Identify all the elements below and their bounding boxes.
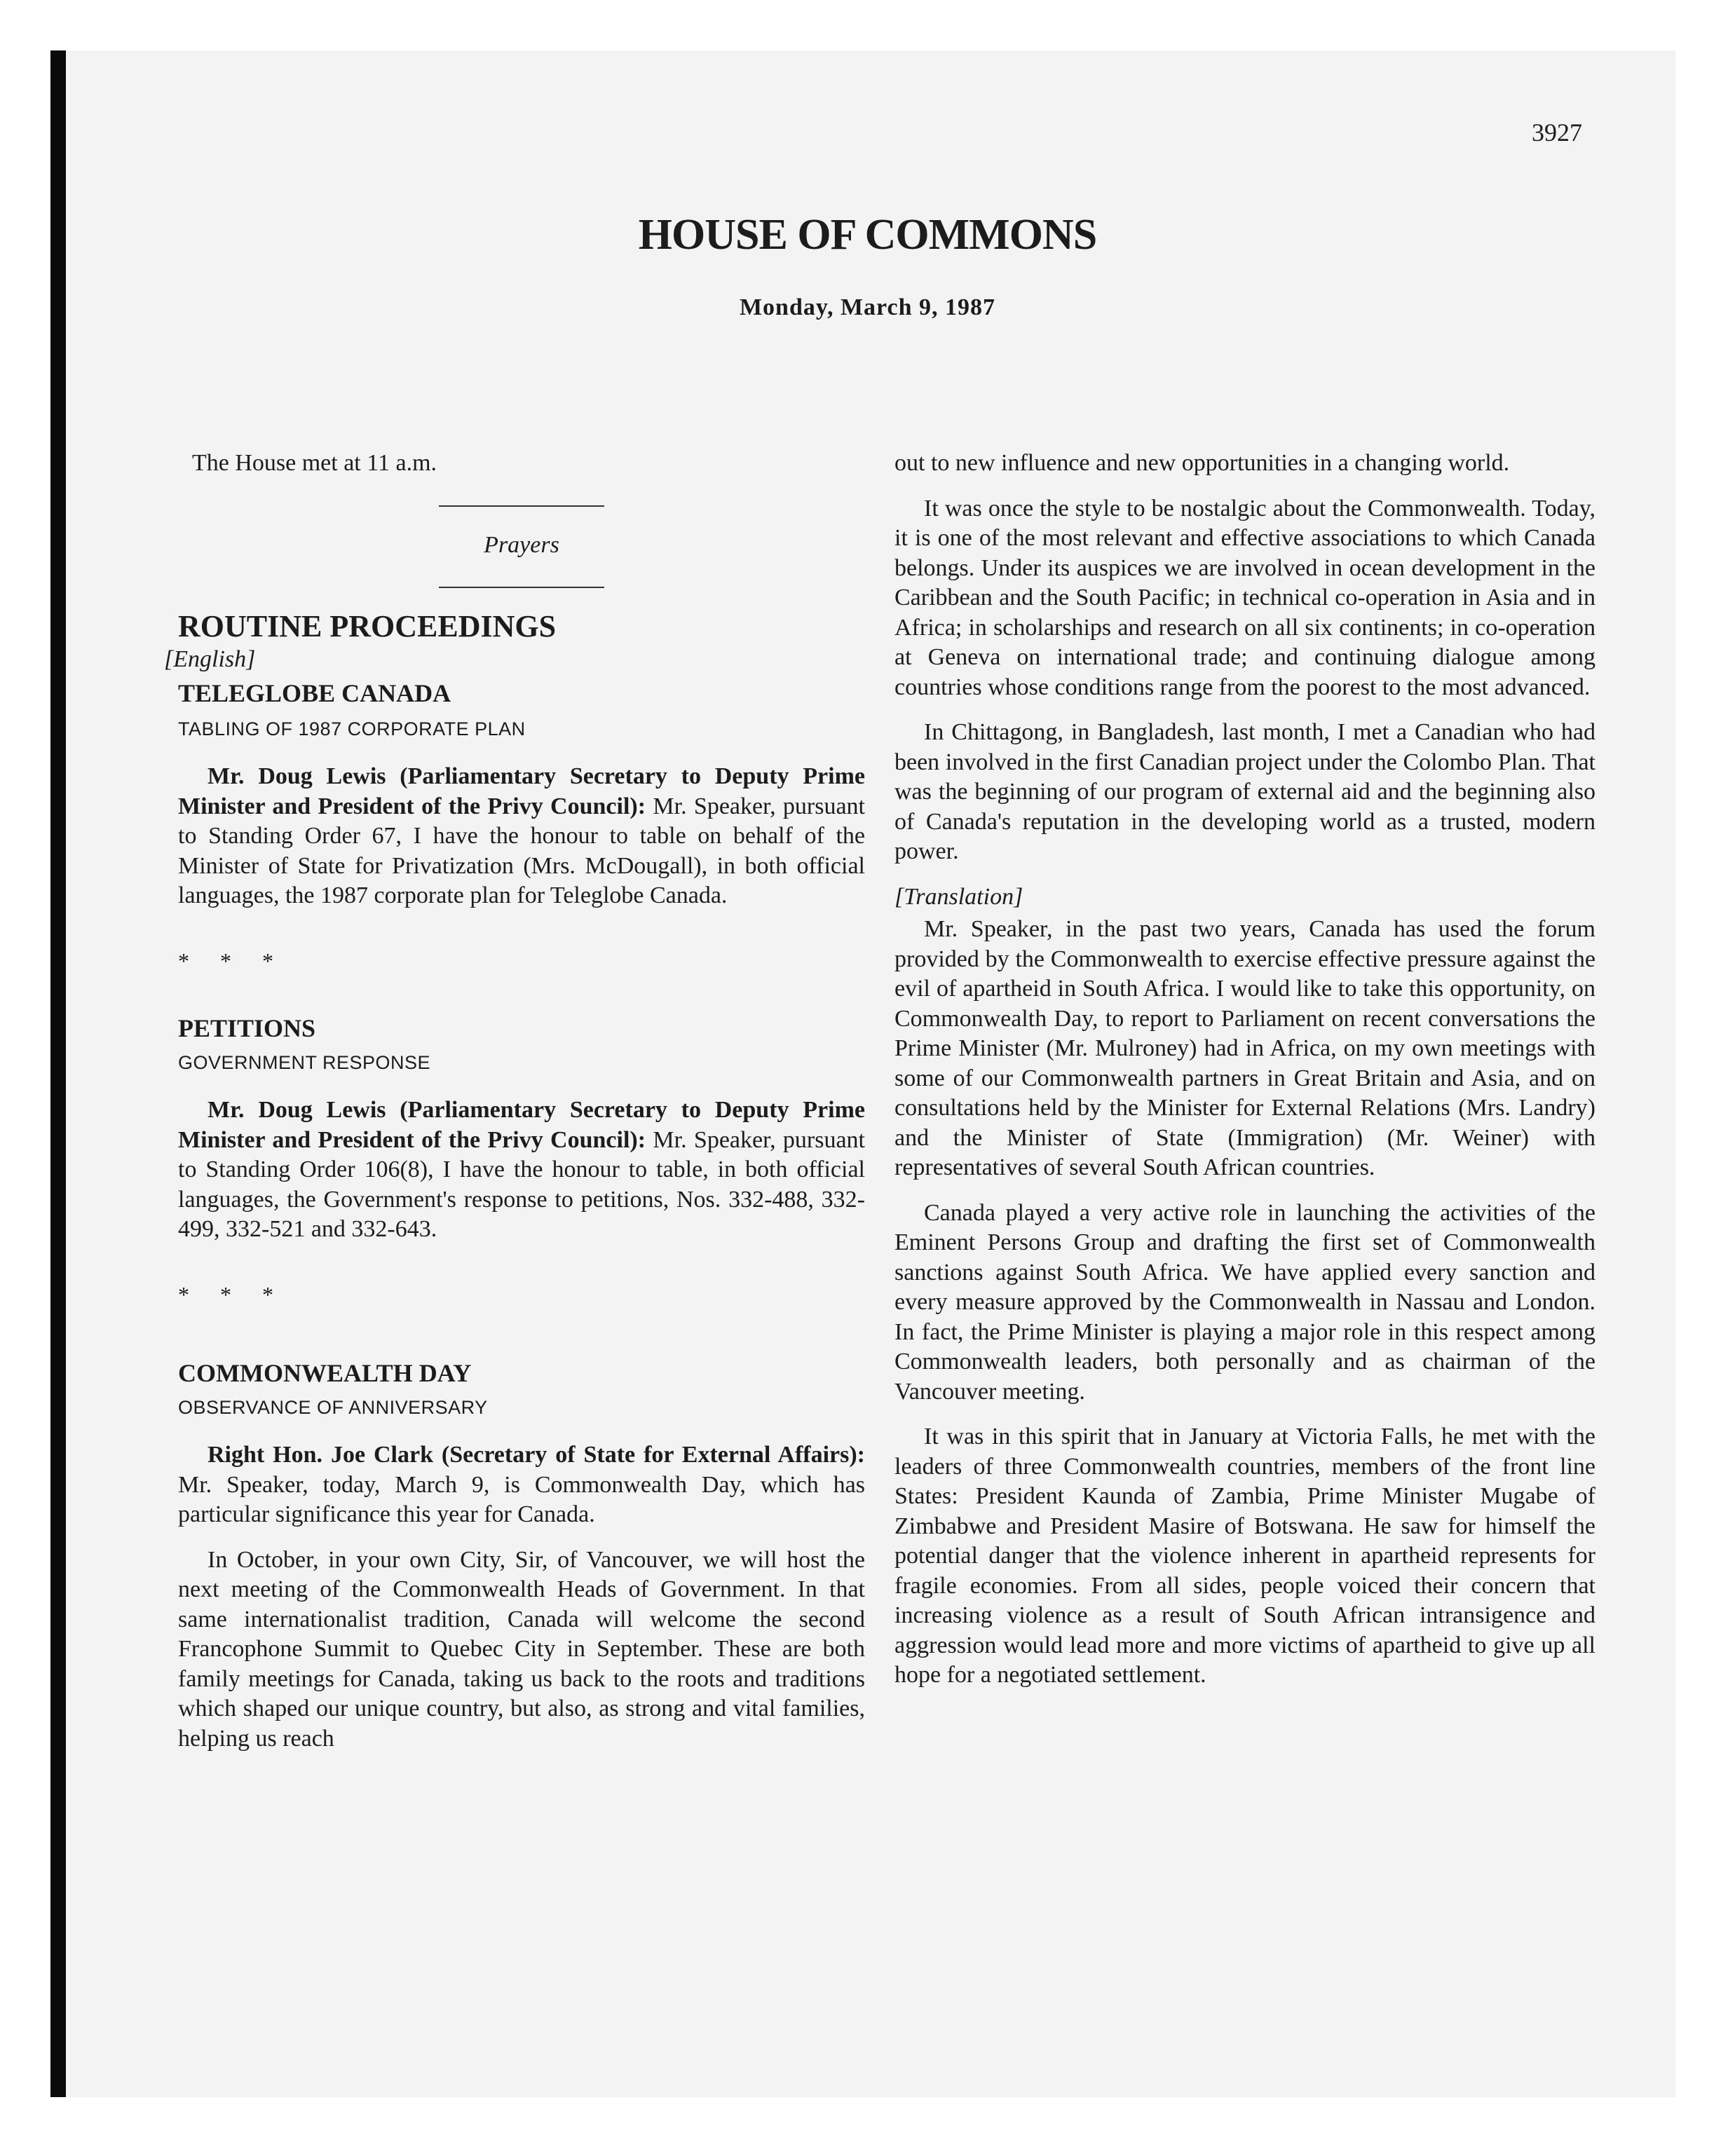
petitions-subheading: GOVERNMENT RESPONSE bbox=[178, 1051, 431, 1073]
speaker-name: Right Hon. Joe Clark (Secretary of State for External Affairs): bbox=[207, 1442, 865, 1468]
house-met-text: The House met at 11 a.m. bbox=[192, 450, 437, 476]
teleglobe-subheading: TABLING OF 1987 CORPORATE PLAN bbox=[178, 718, 526, 739]
body-paragraph: Mr. Speaker, in the past two years, Canada has used the forum provided by the Commonwealth to exercise effective pressure against the evil of apartheid in South Africa. I would like to take this opportunity, on Commonwealth Day, to report to Parliament on recent conversations the Prime Minister (Mr. Mulroney) had in Africa, on my own meetings with some of our Commonwealth partners in Great Britain and Asia, and on consultations held by the Minister for External Relations (Mrs. Landry) and the Minister of State (Immigration) (Mr. Weiner) with representatives of several South African countries. bbox=[894, 916, 1595, 1180]
body-paragraph: In October, in your own City, Sir, of Vancouver, we will host the next meeting of the Commonwealth Heads of Government. In that same internationalist tradition, Canada will welcome the second Francophone Summit to Quebec City in September. These are both family meetings for Canada, taking us back to the roots and traditions which shaped our unique country, but also, as strong and vital families, helping us reach bbox=[178, 1546, 865, 1752]
divider-rule bbox=[439, 587, 604, 588]
page-number: 3927 bbox=[1532, 118, 1582, 146]
statement-text: Mr. Speaker, pursuant to Standing Order 67, I have the honour to table on behalf of the Minister of State for Privatization (Mrs. McDougall), in both official languages, the 1987 corporate plan for Teleglobe Canada. bbox=[178, 793, 865, 908]
teleglobe-statement bbox=[178, 762, 865, 911]
speaker-name: Mr. Doug Lewis (Parliamentary Secretary to Deputy Prime Minister and President of the Privy Council): bbox=[178, 763, 865, 819]
petitions-statement bbox=[178, 1096, 865, 1245]
commonwealth-heading: COMMONWEALTH DAY bbox=[178, 1359, 472, 1387]
body-paragraph: It was in this spirit that in January at Victoria Falls, he met with the leaders of three Commonwealth countries, members of the front line States: President Kaunda of Zambia, Prime Minister Mugabe of Zimbabwe and President Masire of Botswana. He saw for himself the potential danger that the violence inherent in apartheid represents for fragile economies. From all sides, people voiced their concern that increasing violence as a result of South African intransigence and aggression would lead more and more victims of apartheid to give up all hope for a negotiated settlement. bbox=[894, 1424, 1595, 1688]
page-title: HOUSE OF COMMONS bbox=[638, 211, 1097, 259]
divider-rule bbox=[439, 505, 604, 507]
body-paragraph: out to new influence and new opportunities in a changing world. bbox=[894, 450, 1510, 476]
petitions-heading: PETITIONS bbox=[178, 1014, 316, 1042]
teleglobe-heading: TELEGLOBE CANADA bbox=[178, 679, 451, 707]
english-tag: [English] bbox=[164, 646, 256, 672]
left-column bbox=[164, 449, 865, 1754]
section-separator: * * * bbox=[178, 948, 286, 974]
speaker-name: Mr. Doug Lewis (Parliamentary Secretary to Deputy Prime Minister and President of the Privy Council): bbox=[178, 1097, 865, 1153]
routine-proceedings-heading: ROUTINE PROCEEDINGS bbox=[178, 609, 557, 643]
commonwealth-statement bbox=[178, 1440, 865, 1530]
sitting-date: Monday, March 9, 1987 bbox=[739, 294, 996, 320]
body-paragraph: Canada played a very active role in launching the activities of the Eminent Persons Group and drafting the first set of Commonwealth sanctions against South Africa. We have applied every sanction and every measure approved by the Commonwealth in Nassau and London. In fact, the Prime Minister is playing a major role in this respect among Commonwealth leaders, both personally and as chairman of the Vancouver meeting. bbox=[894, 1199, 1595, 1405]
translation-tag: [Translation] bbox=[894, 883, 1023, 910]
statement-text: Mr. Speaker, today, March 9, is Commonwealth Day, which has particular significance this year for Canada. bbox=[178, 1471, 865, 1527]
commonwealth-subheading: OBSERVANCE OF ANNIVERSARY bbox=[178, 1396, 488, 1418]
right-column bbox=[894, 449, 1595, 1691]
section-separator: * * * bbox=[178, 1281, 286, 1307]
prayers-label: Prayers bbox=[484, 531, 559, 558]
statement-text: Mr. Speaker, pursuant to Standing Order 106(8), I have the honour to table, in both official languages, the Government's response to petitions, Nos. 332-488, 332-499, 332-521 and 332-643. bbox=[178, 1126, 865, 1242]
body-paragraph: It was once the style to be nostalgic about the Commonwealth. Today, it is one of the most relevant and effective associations to which Canada belongs. Under its auspices we are involved in ocean development in the Caribbean and the South Pacific; in technical co-operation in Asia and in Africa; in scholarships and research on all six continents; in co-operation at Geneva on international trade; and continuing dialogue among countries whose conditions range from the poorest to the most advanced. bbox=[894, 495, 1595, 700]
binding-edge bbox=[50, 50, 66, 2097]
body-paragraph: In Chittagong, in Bangladesh, last month, I met a Canadian who had been involved in the first Canadian project under the Colombo Plan. That was the beginning of our program of external aid and the beginning also of Canada's reputation in the developing world as a trusted, modern power. bbox=[894, 719, 1595, 864]
